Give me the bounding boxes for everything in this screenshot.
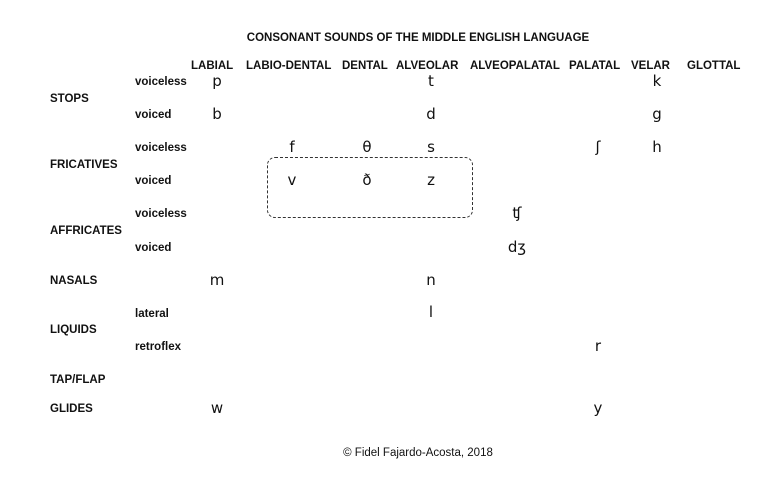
- subrow-affricates-voiceless: voiceless: [135, 208, 187, 220]
- column-header-alveolar: ALVEOLAR: [396, 60, 459, 72]
- phoneme-d: d: [426, 105, 436, 123]
- category-stops: STOPS: [50, 93, 89, 105]
- phoneme-w: w: [210, 399, 224, 417]
- phoneme-b: b: [212, 105, 222, 123]
- category-fricatives: FRICATIVES: [50, 159, 118, 171]
- phoneme-n: n: [426, 271, 436, 289]
- phoneme-f: f: [289, 138, 295, 156]
- phoneme-h: h: [652, 138, 662, 156]
- phoneme-r: r: [594, 337, 602, 355]
- column-header-labio-dental: LABIO-DENTAL: [246, 60, 332, 72]
- phoneme-dezh: dʒ: [507, 238, 527, 256]
- phoneme-t: t: [428, 72, 434, 90]
- subrow-fricatives-voiced: voiced: [135, 175, 172, 187]
- phoneme-y: y: [593, 399, 603, 417]
- phoneme-theta: θ: [362, 138, 372, 156]
- subrow-fricatives-voiceless: voiceless: [135, 142, 187, 154]
- category-nasals: NASALS: [50, 275, 98, 287]
- phoneme-g: g: [652, 105, 662, 123]
- column-header-dental: DENTAL: [342, 60, 388, 72]
- column-header-palatal: PALATAL: [569, 60, 621, 72]
- subrow-liquids-lateral: lateral: [135, 308, 169, 320]
- column-header-glottal: GLOTTAL: [687, 60, 741, 72]
- chart-title: CONSONANT SOUNDS OF THE MIDDLE ENGLISH LANGUAGE: [246, 32, 590, 44]
- phoneme-m: m: [209, 271, 225, 289]
- copyright-credit: © Fidel Fajardo-Acosta, 2018: [343, 447, 493, 459]
- column-header-velar: VELAR: [631, 60, 670, 72]
- phoneme-tesh: ʧ: [512, 204, 522, 222]
- category-tap-flap: TAP/FLAP: [50, 374, 106, 386]
- phoneme-eth: ð: [362, 171, 372, 189]
- category-affricates: AFFRICATES: [50, 225, 122, 237]
- phoneme-l: l: [428, 303, 434, 321]
- phoneme-p: p: [212, 72, 222, 90]
- column-header-alveopalatal: ALVEOPALATAL: [470, 60, 560, 72]
- phoneme-s: s: [427, 138, 435, 156]
- category-liquids: LIQUIDS: [50, 324, 97, 336]
- column-header-labial: LABIAL: [191, 60, 234, 72]
- subrow-affricates-voiced: voiced: [135, 242, 172, 254]
- phoneme-k: k: [652, 72, 662, 90]
- category-glides: GLIDES: [50, 403, 93, 415]
- subrow-liquids-retroflex: retroflex: [135, 341, 182, 353]
- phoneme-esh: ʃ: [595, 138, 601, 156]
- subrow-stops-voiceless: voiceless: [135, 76, 187, 88]
- phoneme-z: z: [427, 171, 435, 189]
- subrow-stops-voiced: voiced: [135, 109, 172, 121]
- phoneme-v: v: [287, 171, 297, 189]
